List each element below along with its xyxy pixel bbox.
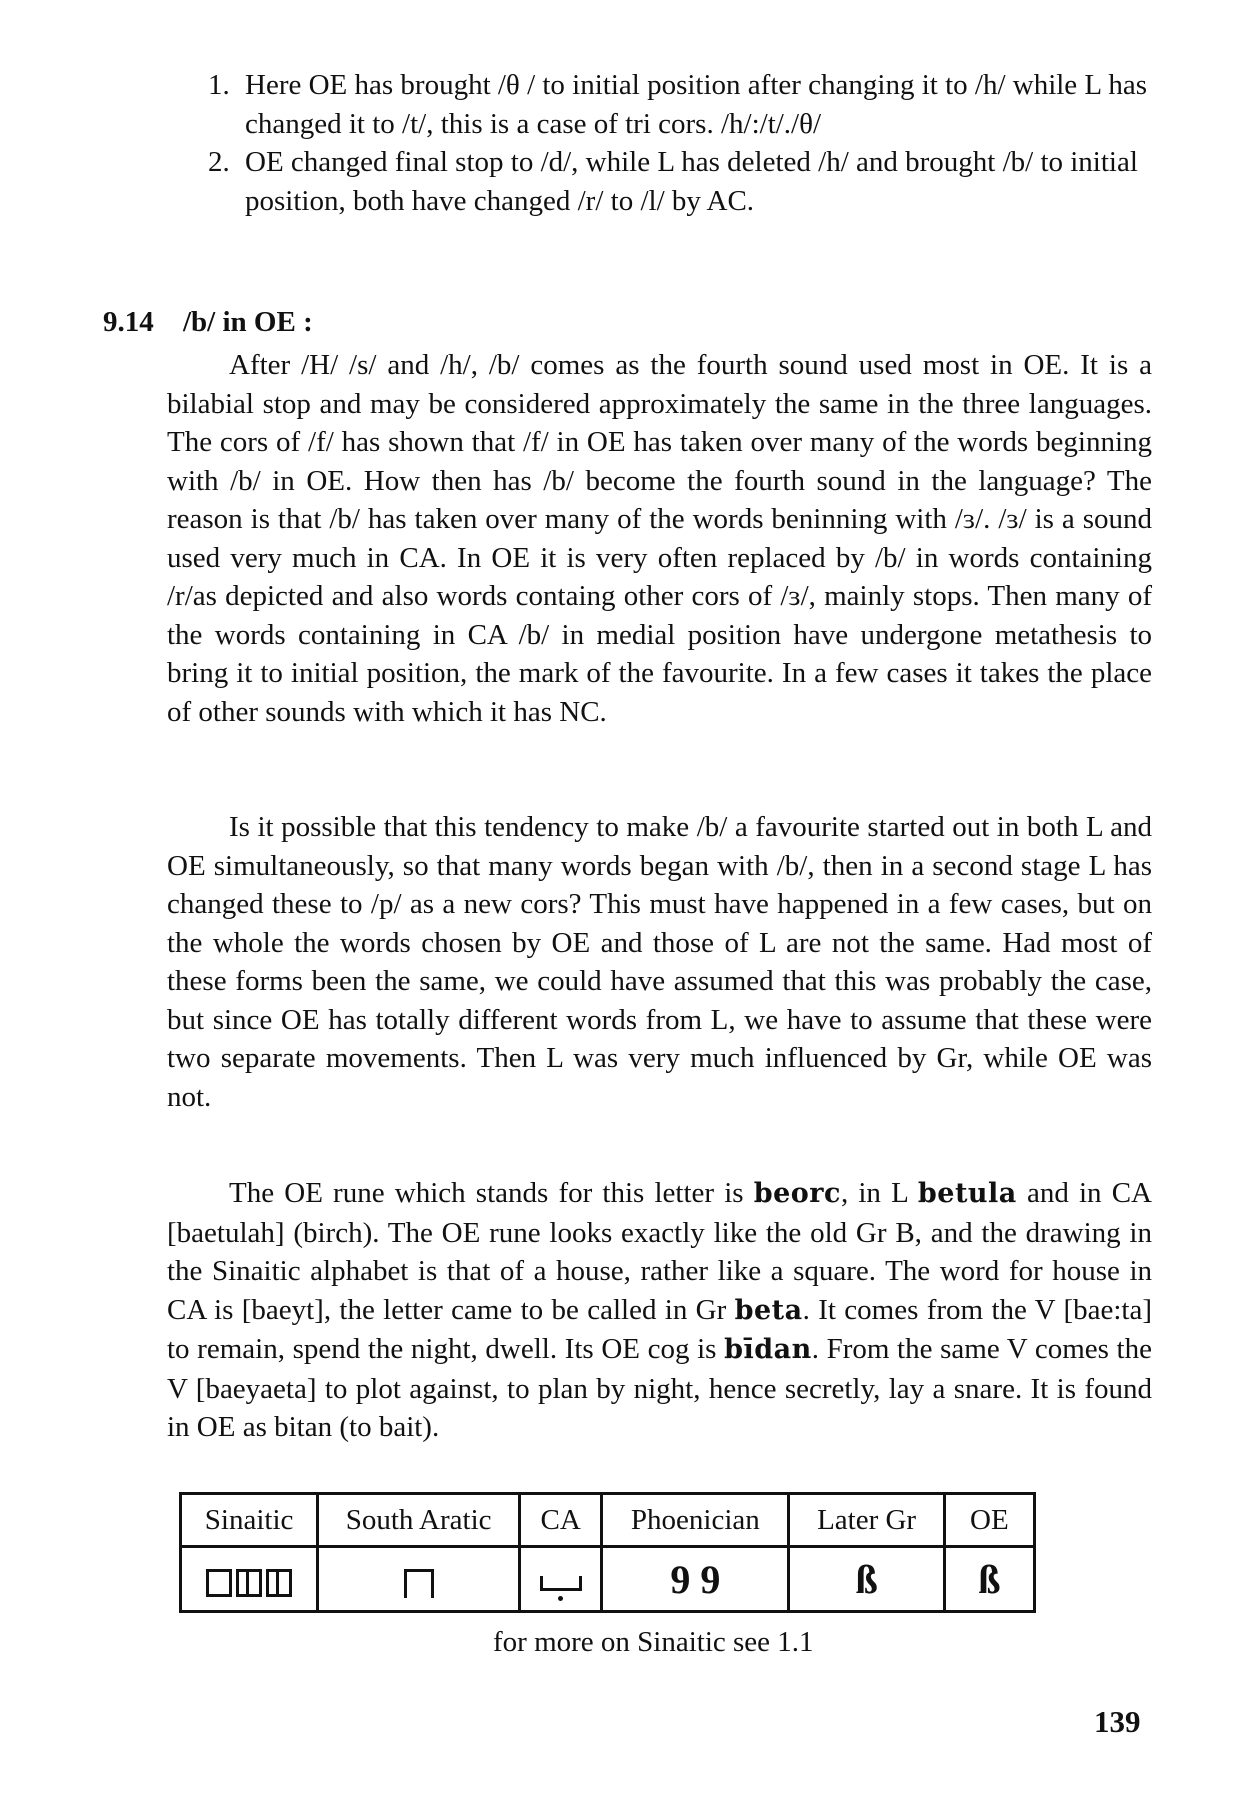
alphabet-table [179,1492,1036,1613]
sinaitic-glyph-cell [181,1547,318,1612]
blackletter-word: bīdan [724,1334,812,1365]
table-caption: for more on Sinaitic see 1.1 [493,1626,814,1658]
table-glyph-row [181,1547,1035,1612]
blackletter-word: betula [917,1178,1017,1209]
text-span: and in CA [baetulah] (birch). The OE rune looks exactly like the old Gr B, and the drawing in the Sinaitic alphabet is that of a house, rather like a square. The word for house in CA is [baeyt], the letter came to be called in Gr [167,1177,1153,1326]
column-header: CA [520,1494,602,1547]
later-gr-glyph-cell: ß [789,1547,944,1612]
table-header-row [181,1494,1035,1547]
section-number: 9.14 [103,306,154,338]
south-arabic-glyph-cell [318,1547,520,1612]
list-item-text: OE changed final stop to /d/, while L has deleted /h/ and brought /b/ to initial position, both have changed /r/ to /l/ by AC. [245,146,1138,217]
body-paragraph: After /H/ /s/ and /h/, /b/ comes as the fourth sound used most in OE. It is a bilabial stop and may be considered approximately the same in the three languages. The cors of /f/ has shown that /f/ in OE has taken over many of the words beginning with /b/ in OE. How then has /b/ become the fourth sound in the language? The reason is that /b/ has taken over many of the words beninning with /ɜ/. /ɜ/ is a sound used very much in CA. In OE it is very often replaced by /b/ in words containing /r/as depicted and also words containg other cors of /ɜ/, mainly stops. Then many of the words containing in CA /b/ in medial position have undergone metathesis to bring it to initial position, the mark of the favourite. In a few cases it takes the place of other sounds with which it has NC. [167,349,1152,728]
column-header: South Aratic [318,1494,520,1547]
text-span: . It comes from the V [bae:ta] to remain, spend the night, dwell. Its OE cog is [167,1293,1152,1365]
list-item [208,143,1158,220]
list-item-text: Here OE has brought /θ / to initial position after changing it to /h/ while L has changed it to /t/, this is a case of tri cors. /h/:/t/./θ/ [245,69,1147,140]
sinaitic-house-glyph-icon [206,1569,232,1597]
column-header: Later Gr [789,1494,944,1547]
column-header: Sinaitic [181,1494,318,1547]
numbered-list [208,66,1158,220]
column-header: OE [944,1494,1034,1547]
text-span: , in L [840,1177,918,1209]
body-paragraph [167,1174,1152,1447]
list-item-number: 1. [208,69,230,101]
text-span: The OE rune which stands for this letter is [229,1177,754,1209]
blackletter-word: beta [734,1294,803,1326]
sinaitic-house-glyph-icon [266,1569,292,1597]
page-number: 139 [1094,1704,1141,1739]
text-span: . From the same V comes the V [baeyaeta] to plot against, to plan by night, hence secretly, lay a snare. It is found in OE as bitan (to bait). [167,1333,1152,1443]
list-item [208,66,1158,143]
south-arabic-glyph-icon [404,1569,434,1598]
arabic-ba-glyph-icon [540,1576,582,1591]
section-title: /b/ in OE : [183,306,313,338]
phoenician-glyph-cell: 9 9 [602,1547,789,1612]
ca-glyph-cell [520,1547,602,1612]
sinaitic-house-glyph-icon [236,1569,262,1597]
list-item-number: 2. [208,146,230,178]
oe-glyph-cell: ß [944,1547,1034,1612]
blackletter-word: beorc [753,1178,841,1209]
column-header: Phoenician [602,1494,789,1547]
section-heading [103,306,313,339]
body-paragraph: Is it possible that this tendency to make /b/ a favourite started out in both L and OE simultaneously, so that many words began with /b/, then in a second stage L has changed these to /p/ as a new cors? This must have happened in a few cases, but on the whole the words chosen by OE and those of L are not the same. Had most of these forms been the same, we could have assumed that this was probably the case, but since OE has totally different words from L, we have to assume that these were two separate movements. Then L was very much influenced by Gr, while OE was not. [167,811,1152,1113]
